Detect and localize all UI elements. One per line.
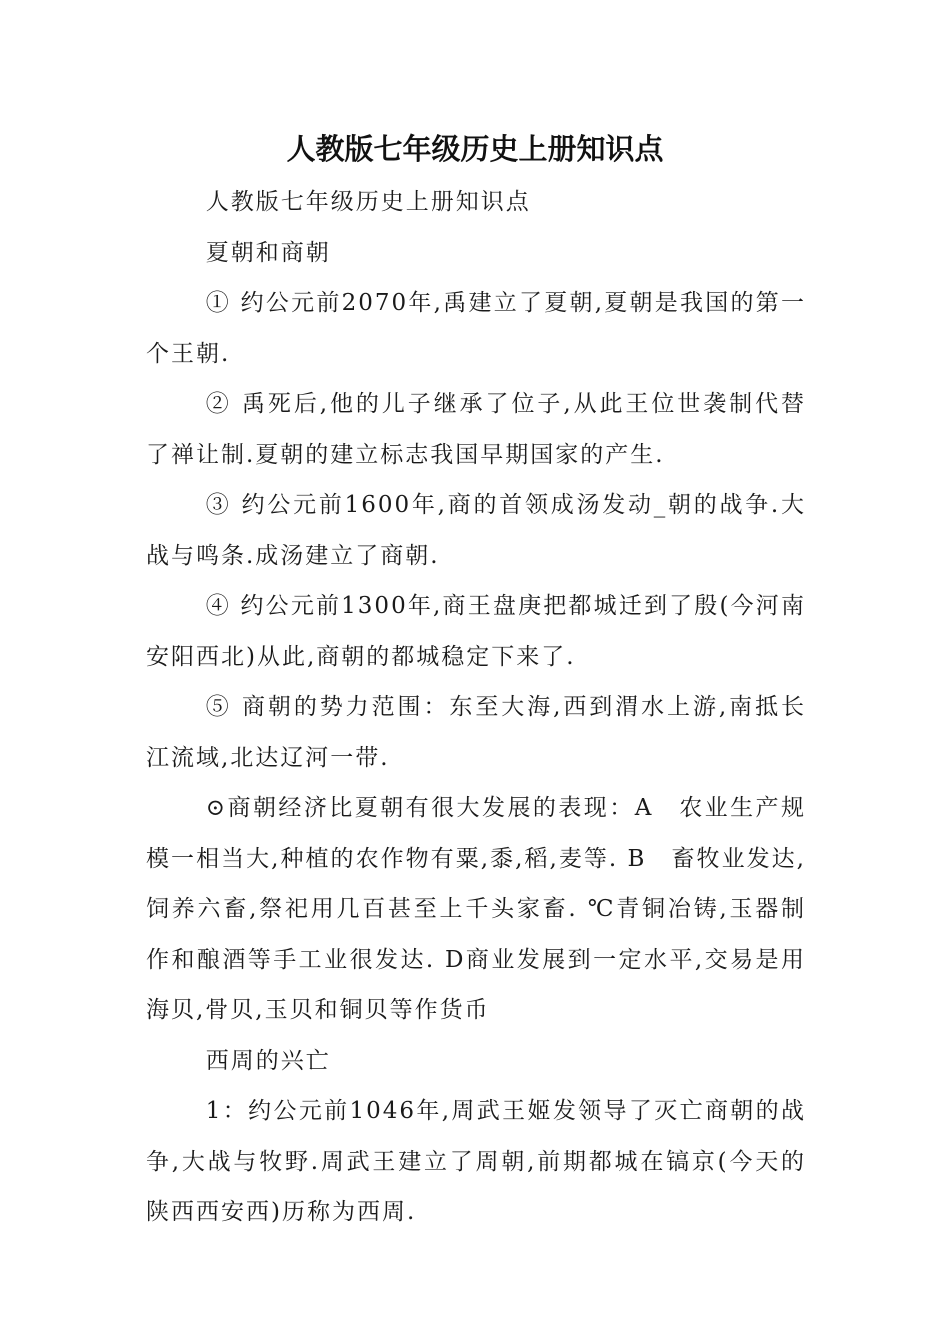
paragraph-item-6: ⊙商朝经济比夏朝有很大发展的表现：A 农业生产规模一相当大,种植的农作物有粟,黍,稻,麦等. B 畜牧业发达,饲养六畜,祭祀用几百甚至上千头家畜. ℃青铜冶铸,玉器制作和酿酒等手工业很发达. D商业发展到一定水平,交易是用海贝,骨贝,玉贝和铜贝等作货币 [146,795,806,1023]
paragraph-item-1: ① 约公元前2070年,禹建立了夏朝,夏朝是我国的第一个王朝. [146,290,806,367]
paragraph-subtitle: 人教版七年级历史上册知识点 [205,189,531,215]
paragraph-item-2: ② 禹死后,他的儿子继承了位子,从此王位世袭制代替了禅让制.夏朝的建立标志我国早期国家的产生. [146,391,806,468]
paragraph-item-5: ⑤ 商朝的势力范围：东至大海,西到渭水上游,南抵长江流域,北达辽河一带. [146,694,806,771]
section-heading-xia-shang: 夏朝和商朝 [205,239,331,266]
section-heading-western-zhou: 西周的兴亡 [205,1047,331,1074]
paragraph-item-4: ④ 约公元前1300年,商王盘庚把都城迁到了殷(今河南安阳西北)从此,商朝的都城稳定下来了. [146,593,806,670]
document-title: 人教版七年级历史上册知识点 [286,132,664,166]
document-body [146,177,806,1238]
paragraph-item-3: ③ 约公元前1600年,商的首领成汤发动_朝的战争.大战与鸣条.成汤建立了商朝. [146,492,806,569]
paragraph-zhou-1: 1：约公元前1046年,周武王姬发领导了灭亡商朝的战争,大战与牧野.周武王建立了周朝,前期都城在镐京(今天的陕西西安西)历称为西周. [146,1098,806,1225]
